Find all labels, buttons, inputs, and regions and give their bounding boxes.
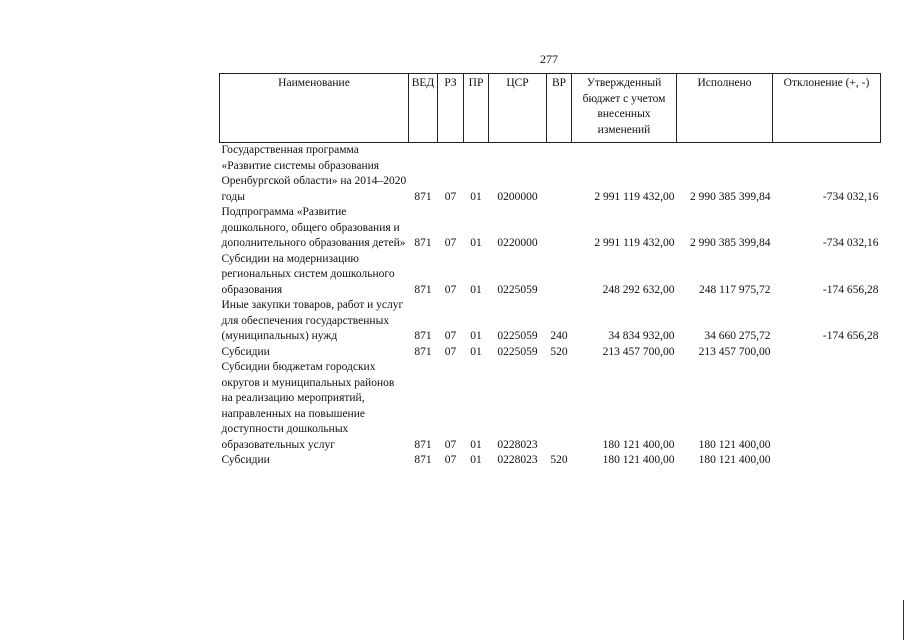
header-ved: ВЕД <box>409 74 438 143</box>
row-rz: 07 <box>444 330 457 342</box>
row-ved: 871 <box>414 237 432 249</box>
table-row <box>220 453 881 469</box>
row-vr <box>547 205 572 252</box>
row-approved: 248 292 632,00 <box>602 283 675 296</box>
row-approved: 180 121 400,00 <box>602 454 675 466</box>
row-deviation: -174 656,28 <box>822 330 879 342</box>
header-executed: Исполнено <box>677 74 773 143</box>
header-deviation: Отклонение (+, -) <box>773 74 881 143</box>
row-approved: 34 834 932,00 <box>608 330 675 342</box>
row-name: Субсидии бюджетам городских округов и муниципальных районов на реализацию мероприятий, направленных на повышение доступности дошкольных образовательных услуг <box>221 361 395 451</box>
table-row <box>220 345 881 361</box>
row-pr: 01 <box>470 438 482 451</box>
table-row <box>220 143 881 206</box>
row-vr: 240 <box>550 330 568 342</box>
table-row <box>220 205 881 252</box>
row-approved: 213 457 700,00 <box>602 345 675 358</box>
row-deviation: -734 032,16 <box>822 190 879 203</box>
row-ved: 871 <box>414 454 432 466</box>
row-rz: 07 <box>444 438 457 451</box>
row-approved: 180 121 400,00 <box>602 438 675 451</box>
header-pr: ПР <box>464 74 489 143</box>
row-csr: 0228023 <box>497 454 538 466</box>
row-executed: 34 660 275,72 <box>704 330 771 342</box>
row-rz: 07 <box>444 345 457 358</box>
row-pr: 01 <box>470 190 482 203</box>
row-ved: 871 <box>414 190 432 203</box>
row-approved: 2 991 119 432,00 <box>594 190 675 203</box>
row-executed: 2 990 385 399,84 <box>690 190 771 203</box>
row-csr: 0225059 <box>497 283 538 296</box>
row-deviation <box>773 345 881 361</box>
row-csr: 0200000 <box>497 190 538 203</box>
header-name: Наименование <box>220 74 409 143</box>
row-vr: 520 <box>550 345 568 358</box>
row-csr: 0225059 <box>497 330 538 342</box>
row-executed: 180 121 400,00 <box>698 454 771 466</box>
table-row <box>220 360 881 453</box>
row-pr: 01 <box>470 454 482 466</box>
row-name: Субсидии <box>221 454 270 466</box>
row-ved: 871 <box>414 330 432 342</box>
scan-edge-divider <box>903 600 904 640</box>
row-rz: 07 <box>444 283 457 296</box>
row-vr <box>547 252 572 299</box>
row-deviation: -174 656,28 <box>822 283 879 296</box>
row-deviation <box>773 360 881 453</box>
header-csr: ЦСР <box>489 74 547 143</box>
row-name: Субсидии на модернизацию региональных систем дошкольного образования <box>221 252 395 296</box>
row-deviation <box>773 453 881 469</box>
row-rz: 07 <box>444 237 457 249</box>
header-vr: ВР <box>547 74 572 143</box>
row-csr: 0228023 <box>497 438 538 451</box>
row-executed: 213 457 700,00 <box>698 345 771 358</box>
row-approved: 2 991 119 432,00 <box>594 237 675 249</box>
row-executed: 248 117 975,72 <box>699 283 771 296</box>
table-row <box>220 298 881 345</box>
page-number: 277 <box>540 52 558 66</box>
table-body <box>220 143 881 469</box>
header-approved: Утвержденный бюджет с учетом внесенных изменений <box>572 74 677 143</box>
row-rz: 07 <box>444 190 457 203</box>
row-vr <box>547 360 572 453</box>
row-csr: 0220000 <box>497 237 538 249</box>
row-vr: 520 <box>550 454 568 466</box>
row-name: Подпрограмма «Развитие дошкольного, общего образования и дополнительного образования детей» <box>221 206 406 249</box>
row-name: Иные закупки товаров, работ и услуг для обеспечения государственных (муниципальных) нужд <box>221 299 404 342</box>
row-csr: 0225059 <box>497 345 538 358</box>
row-name: Субсидии <box>221 345 270 358</box>
budget-execution-table <box>219 73 881 469</box>
header-rz: РЗ <box>438 74 464 143</box>
row-executed: 180 121 400,00 <box>698 438 771 451</box>
row-name: Государственная программа «Развитие системы образования Оренбургской области» на 2014–2020 годы <box>221 144 407 203</box>
row-deviation: -734 032,16 <box>822 237 879 249</box>
table-header <box>220 74 881 143</box>
row-ved: 871 <box>414 283 432 296</box>
table-row <box>220 252 881 299</box>
row-pr: 01 <box>470 283 482 296</box>
row-executed: 2 990 385 399,84 <box>690 237 771 249</box>
row-pr: 01 <box>470 237 482 249</box>
row-rz: 07 <box>444 454 457 466</box>
row-pr: 01 <box>470 330 482 342</box>
row-pr: 01 <box>470 345 482 358</box>
row-vr <box>547 143 572 206</box>
row-ved: 871 <box>414 345 432 358</box>
row-ved: 871 <box>414 438 432 451</box>
